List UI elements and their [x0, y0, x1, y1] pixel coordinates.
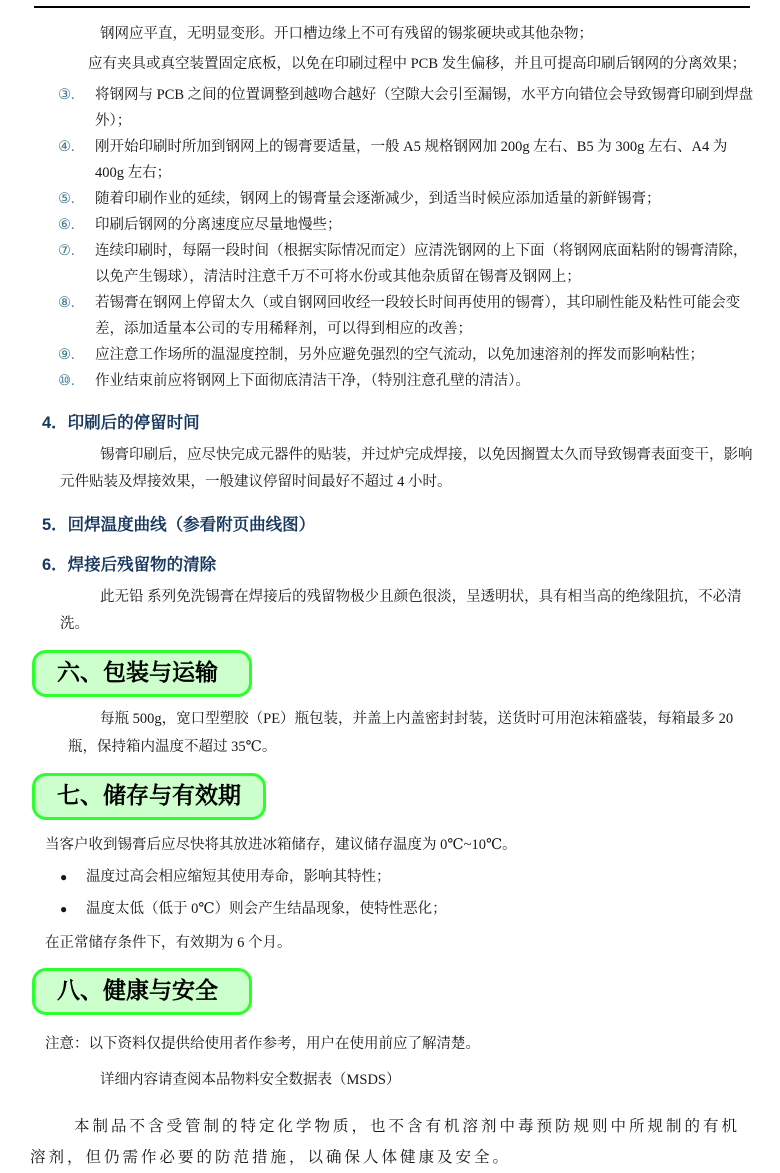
section-paragraph: 此无铅 系列免洗锡膏在焊接后的残留物极少且颜色很淡，呈透明状，具有相当高的绝缘阻抗，不必清洗。 [60, 589, 742, 632]
item-number: ⑥. [58, 217, 75, 233]
bullet-text: 温度过高会相应缩短其使用寿命，影响其特性； [86, 869, 391, 885]
list-item [58, 238, 754, 290]
green-header-row [30, 638, 754, 697]
page-top-rule [34, 6, 750, 8]
intro-line: 钢网应平直，无明显变形。开口槽边缘上不可有残留的锡浆硬块或其他杂物； [100, 26, 593, 42]
section-heading-4: 4．印刷后的停留时间 [42, 414, 200, 432]
green-section-header-safety: 八、健康与安全 [32, 968, 252, 1015]
section-heading-5: 5．回焊温度曲线（参看附页曲线图） [42, 516, 316, 534]
safety-note-line: 详细内容请查阅本品物料安全数据表（MSDS） [100, 1072, 401, 1088]
item-text: 应注意工作场所的温湿度控制，另外应避免强烈的空气流动，以免加速溶剂的挥发而影响粘性； [95, 347, 704, 363]
list-item [58, 82, 754, 134]
list-item [58, 186, 754, 212]
item-text: 连续印刷时，每隔一段时间（根据实际情况而定）应清洗钢网的上下面（将钢网底面粘附的锡膏清除，以免产生锡球），清洁时注意千万不可将水份或其他杂质留在锡膏及钢网上； [95, 243, 748, 285]
item-number: ⑦. [58, 243, 75, 259]
item-text: 刚开始印刷时所加到钢网上的锡膏要适量，一般 A5 规格钢网加 200g 左右、B5 为 300g 左右、A4 为 400g 左右； [95, 139, 728, 181]
green-section-header-packaging: 六、包装与运输 [32, 650, 252, 697]
green-header-row [30, 956, 754, 1015]
list-item [58, 342, 754, 368]
bullet-icon: ● [60, 870, 68, 884]
item-text: 随着印刷作业的延续，钢网上的锡膏量会逐渐减少，到适当时候应添加适量的新鲜锡膏； [95, 191, 661, 207]
green-header-row [30, 761, 754, 820]
list-item [58, 368, 754, 394]
list-item [58, 290, 754, 342]
intro-line: 应有夹具或真空装置固定底板，以免在印刷过程中 PCB 发生偏移，并且可提高印刷后钢网的分离效果； [88, 56, 747, 72]
item-number: ⑤. [58, 191, 75, 207]
document-page [0, 6, 780, 1173]
section-heading-6: 6．焊接后残留物的清除 [42, 556, 217, 574]
bullet-item [60, 865, 754, 890]
packaging-paragraph: 每瓶 500g，宽口型塑胶（PE）瓶包装，并盖上内盖密封封装，送货时可用泡沫箱盛装，每箱最多 20 瓶，保持箱内温度不超过 35℃。 [68, 711, 734, 755]
item-text: 印刷后钢网的分离速度应尽量地慢些； [95, 217, 342, 233]
green-section-header-storage: 七、储存与有效期 [32, 773, 266, 820]
item-number: ④. [58, 139, 75, 155]
bullet-text: 温度太低（低于 0℃）则会产生结晶现象，使特性恶化； [86, 901, 447, 917]
bullet-icon: ● [60, 902, 68, 916]
numbered-list [30, 82, 754, 394]
bullet-item [60, 897, 754, 922]
storage-footer-text: 在正常储存条件下，有效期为 6 个月。 [45, 935, 292, 951]
item-text: 作业结束前应将钢网上下面彻底清洁干净，（特别注意孔壁的清洁）。 [95, 373, 530, 389]
safety-note-line: 注意：以下资料仅提供给使用者作参考，用户在使用前应了解清楚。 [45, 1036, 480, 1052]
item-number: ⑩. [58, 373, 75, 389]
list-item [58, 212, 754, 238]
storage-paragraph: 当客户收到锡膏后应尽快将其放进冰箱储存，建议储存温度为 0℃~10℃。 [45, 837, 517, 853]
item-text: 若锡膏在钢网上停留太久（或自钢网回收经一段较长时间再使用的锡膏），其印刷性能及粘性可能会变差，添加适量本公司的专用稀释剂，可以得到相应的改善； [95, 295, 741, 337]
item-number: ⑧. [58, 295, 75, 311]
list-item [58, 134, 754, 186]
item-text: 将钢网与 PCB 之间的位置调整到越吻合越好（空隙大会引至漏锡，水平方向错位会导致锡膏印刷到焊盘外）； [95, 87, 754, 129]
disclaimer-paragraph: 本制品不含受管制的特定化学物质，也不含有机溶剂中毒预防规则中所规制的有机溶剂，但仍需作必要的防范措施，以确保人体健康及安全。 [30, 1118, 741, 1166]
item-number: ③. [58, 87, 75, 103]
section-paragraph: 锡膏印刷后，应尽快完成元器件的贴装，并过炉完成焊接，以免因搁置太久而导致锡膏表面变干，影响元件贴装及焊接效果，一般建议停留时间最好不超过 4 小时。 [60, 447, 753, 490]
item-number: ⑨. [58, 347, 75, 363]
